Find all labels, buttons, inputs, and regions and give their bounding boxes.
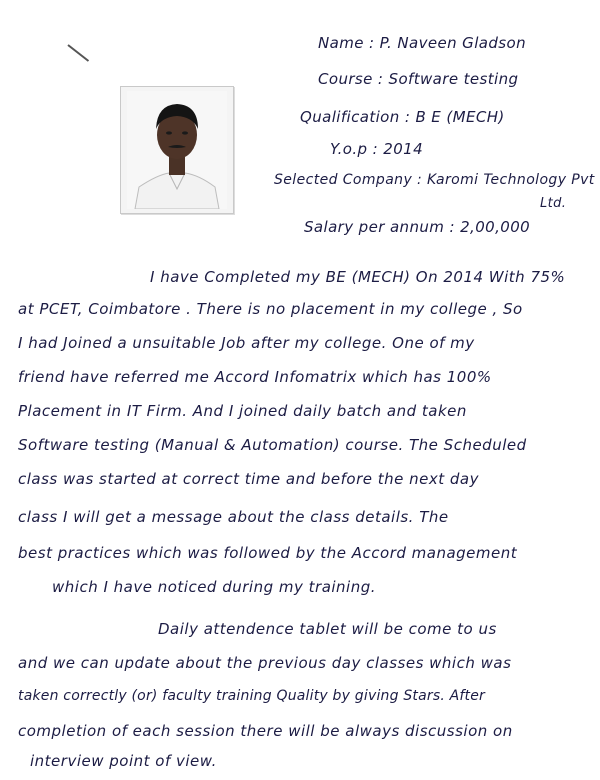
name-line: Name : P. Naveen Gladson (318, 34, 526, 52)
paragraph-line: class was started at correct time and before the next day (18, 470, 479, 488)
paragraph-line: completion of each session there will be always discussion on (18, 722, 513, 740)
pen-mark (67, 44, 89, 62)
paragraph-line: interview point of view. (30, 752, 217, 770)
paragraph-line: Software testing (Manual & Automation) course. The Scheduled (18, 436, 527, 454)
yop-line: Y.o.p : 2014 (330, 140, 424, 158)
paragraph-line: class I will get a message about the class details. The (18, 508, 449, 526)
person-photo-icon (127, 91, 227, 209)
salary-line: Salary per annum : 2,00,000 (304, 218, 531, 236)
paragraph-line: at PCET, Coimbatore . There is no placement in my college , So (18, 300, 523, 318)
paragraph-line: Placement in IT Firm. And I joined daily batch and taken (18, 402, 467, 420)
paragraph-line: I had Joined a unsuitable Job after my college. One of my (18, 334, 475, 352)
company-line: Selected Company : Karomi Technology Pvt (274, 172, 595, 188)
paragraph-line: which I have noticed during my training. (52, 578, 377, 596)
passport-photo (120, 86, 234, 214)
paragraph-line: best practices which was followed by the Accord management (18, 544, 518, 562)
paragraph-line: taken correctly (or) faculty training Quality by giving Stars. After (18, 688, 486, 704)
course-line: Course : Software testing (318, 70, 519, 88)
paragraph-line: I have Completed my BE (MECH) On 2014 With 75% (150, 268, 566, 286)
paragraph-line: and we can update about the previous day classes which was (18, 654, 512, 672)
company-suffix: Ltd. (540, 196, 567, 211)
qualification-line: Qualification : B E (MECH) (300, 108, 505, 126)
paragraph-line: Daily attendence tablet will be come to us (158, 620, 497, 638)
paragraph-line: friend have referred me Accord Infomatrix which has 100% (18, 368, 492, 386)
